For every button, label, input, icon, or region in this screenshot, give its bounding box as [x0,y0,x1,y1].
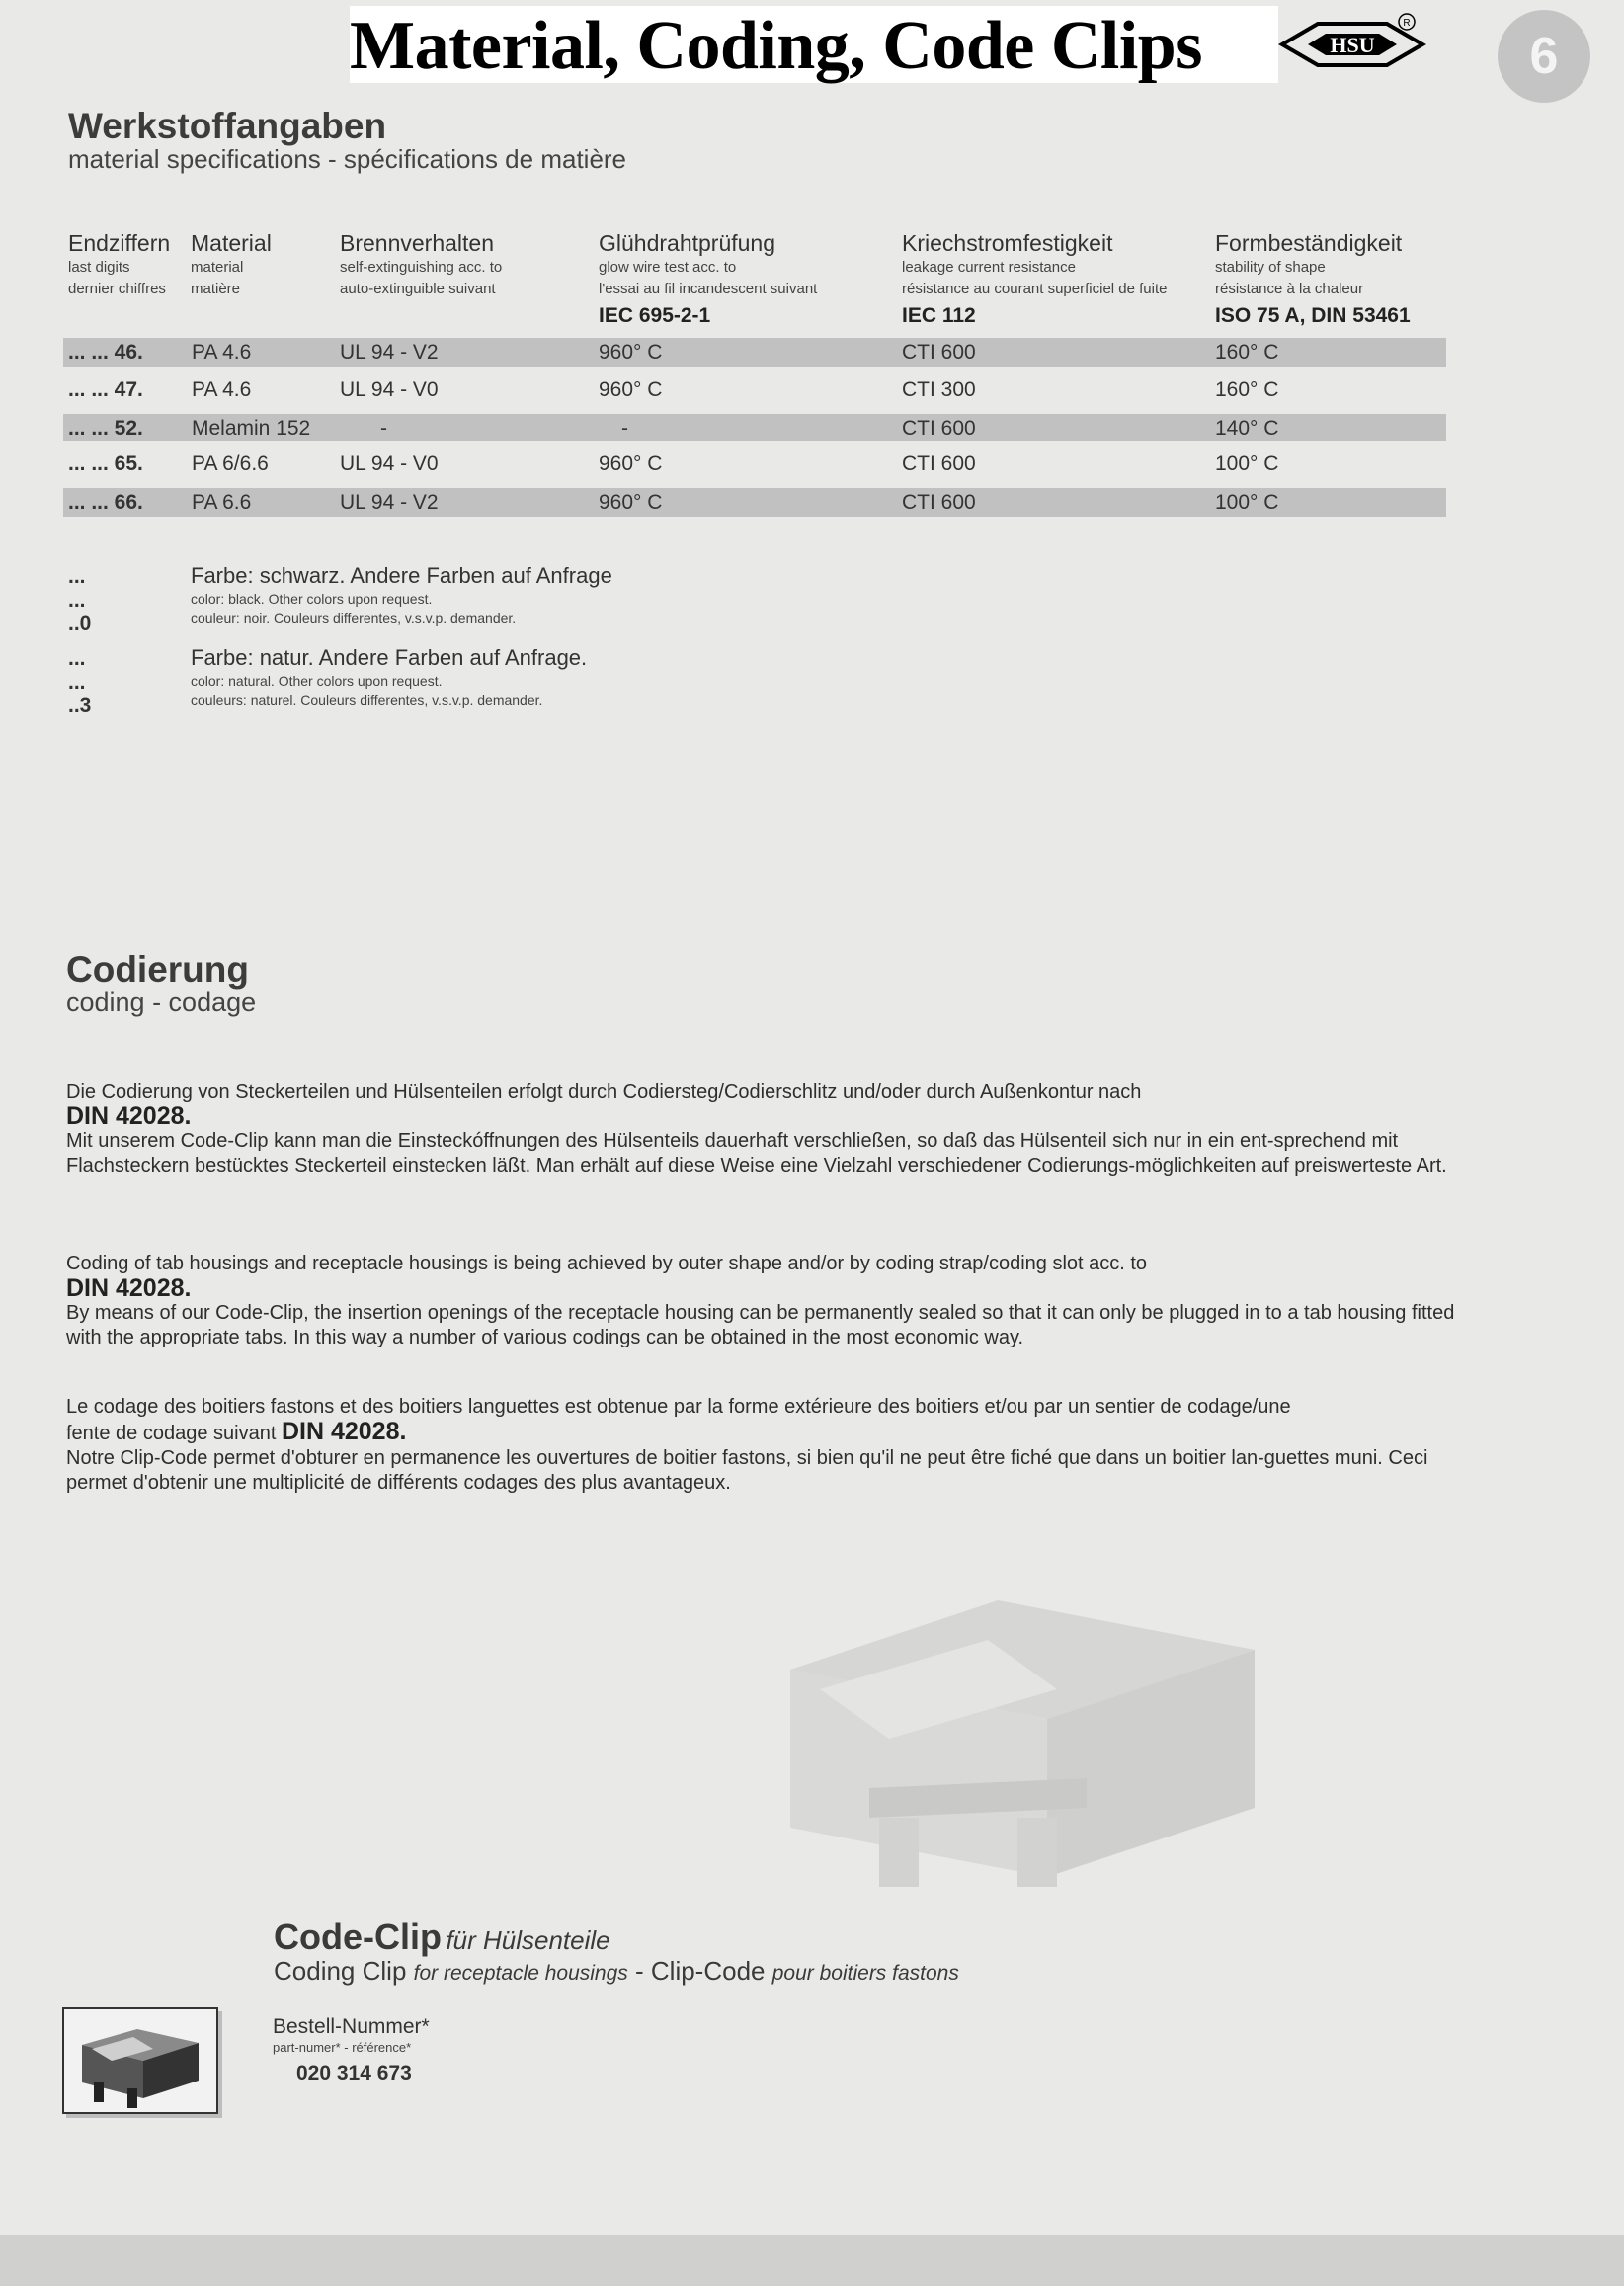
order-number: 020 314 673 [296,2062,412,2084]
row-form: 160° C [1215,341,1279,364]
color-code: ... ... ..0 [68,565,92,635]
page-bottom-edge [0,2235,1624,2286]
svg-text:HSU: HSU [1330,33,1375,57]
color-note-fr: couleur: noir. Couleurs differentes, v.s.v.p. demander. [191,611,517,626]
table-row [63,488,1446,517]
row-material: PA 6.6 [192,491,252,514]
column-header-brennverhalten: Brennverhalten self-extinguishing acc. to auto-extinguible suivant [340,230,503,297]
row-burn: - [380,417,387,440]
column-header-formbestaendigkeit: Formbeständigkeit stability of shape résistance à la chaleur ISO 75 A, DIN 53461 [1215,230,1411,327]
color-note-fr: couleurs: naturel. Couleurs differentes, v.s.v.p. demander. [191,693,543,708]
row-burn: UL 94 - V0 [340,378,439,401]
color-note-de: Farbe: natur. Andere Farben auf Anfrage. [191,645,588,670]
color-code: ... ... ..3 [68,647,92,717]
code-clip-thumbnail [62,2007,218,2114]
row-form: 100° C [1215,491,1279,514]
row-cti: CTI 300 [902,378,976,401]
row-cti: CTI 600 [902,491,976,514]
row-digits: ... ... 47. [68,378,143,401]
row-burn: UL 94 - V2 [340,491,439,514]
row-material: Melamin 152 [192,417,311,440]
order-number-label: Bestell-Nummer* [273,2015,430,2038]
table-row [63,338,1446,367]
materials-title: Werkstoffangaben [68,106,387,146]
table-row [63,375,1446,404]
row-cti: CTI 600 [902,341,976,364]
row-material: PA 4.6 [192,378,252,401]
row-glow: 960° C [599,378,663,401]
row-digits: ... ... 66. [68,491,143,514]
row-digits: ... ... 46. [68,341,143,364]
coding-subtitle: coding - codage [66,987,257,1017]
page-title: Material, Coding, Code Clips [350,6,1278,83]
code-clip-illustration [761,1581,1274,1897]
table-row [63,414,1446,441]
page-number-badge: 6 [1498,10,1590,103]
table-row [63,449,1446,478]
column-header-endziffern: Endziffern last digits dernier chiffres [68,230,171,297]
row-digits: ... ... 65. [68,452,143,475]
row-glow: 960° C [599,491,663,514]
row-glow: 960° C [599,341,663,364]
row-form: 100° C [1215,452,1279,475]
row-burn: UL 94 - V2 [340,341,439,364]
row-material: PA 4.6 [192,341,252,364]
column-header-material: Material material matière [191,230,272,297]
row-glow: - [621,417,628,440]
row-material: PA 6/6.6 [192,452,269,475]
row-cti: CTI 600 [902,452,976,475]
code-clip-subheading: Coding Clip for receptacle housings - Clip-Code pour boitiers fastons [274,1956,959,1986]
svg-text:R: R [1403,18,1411,29]
hsu-logo-icon [1278,10,1426,79]
row-burn: UL 94 - V0 [340,452,439,475]
code-clip-heading: Code-Clip für Hülsenteile [274,1917,610,1957]
row-cti: CTI 600 [902,417,976,440]
coding-paragraph-en: Coding of tab housings and receptacle housings is being achieved by outer shape and/or by coding strap/coding slot acc. to DIN 42028. By means of our Code-Clip, the insertion openings of the receptacle housing can be permanently sealed so that it can only be plugged in to a tab housing fitted with the appropriate tabs. In this way a number of various codings can be obtained in the most economic way. [66,1253,1455,1348]
coding-paragraph-fr: Le codage des boitiers fastons et des boitiers languettes est obtenue par la forme extérieure des boitiers et/ou par un sentier de codage/une fente de codage suivant DIN 42028. Notre Clip-Code permet d'obturer en permanence les ouvertures de boitier fastons, si bien qu'il ne peut être fiché que dans un boitier lan-guettes muni. Ceci permet d'obtenir une multiplicité de différents codages des plus avantageux. [66,1396,1428,1494]
coding-paragraph-de: Die Codierung von Steckerteilen und Hülsenteilen erfolgt durch Codiersteg/Codierschlitz und/oder durch Außenkontur nach DIN 42028. Mit unserem Code-Clip kann man die Einsteckóffnungen des Hülsenteils dauerhaft verschließen, so daß das Hülsenteil sich nur in ein ent-sprechend mit Flachsteckern bestücktes Steckerteil einstecken läßt. Man erhält auf diese Weise eine Vielzahl verschiedener Codierungs-möglichkeiten auf preiswerteste Art. [66,1081,1447,1177]
column-header-kriechstrom: Kriechstromfestigkeit leakage current resistance résistance au courant superficiel de fuite IEC 112 [902,230,1168,327]
coding-title: Codierung [66,949,249,990]
row-form: 140° C [1215,417,1279,440]
row-glow: 960° C [599,452,663,475]
row-digits: ... ... 52. [68,417,143,440]
color-note-en: color: natural. Other colors upon request. [191,673,443,689]
color-note-de: Farbe: schwarz. Andere Farben auf Anfrage [191,563,612,588]
order-number-sublabel: part-numer* - référence* [273,2040,412,2055]
materials-subtitle: material specifications - spécifications de matière [68,144,627,174]
column-header-gluehdraht: Glühdrahtprüfung glow wire test acc. to l'essai au fil incandescent suivant IEC 695-2-1 [599,230,818,327]
row-form: 160° C [1215,378,1279,401]
color-note-en: color: black. Other colors upon request. [191,591,433,607]
